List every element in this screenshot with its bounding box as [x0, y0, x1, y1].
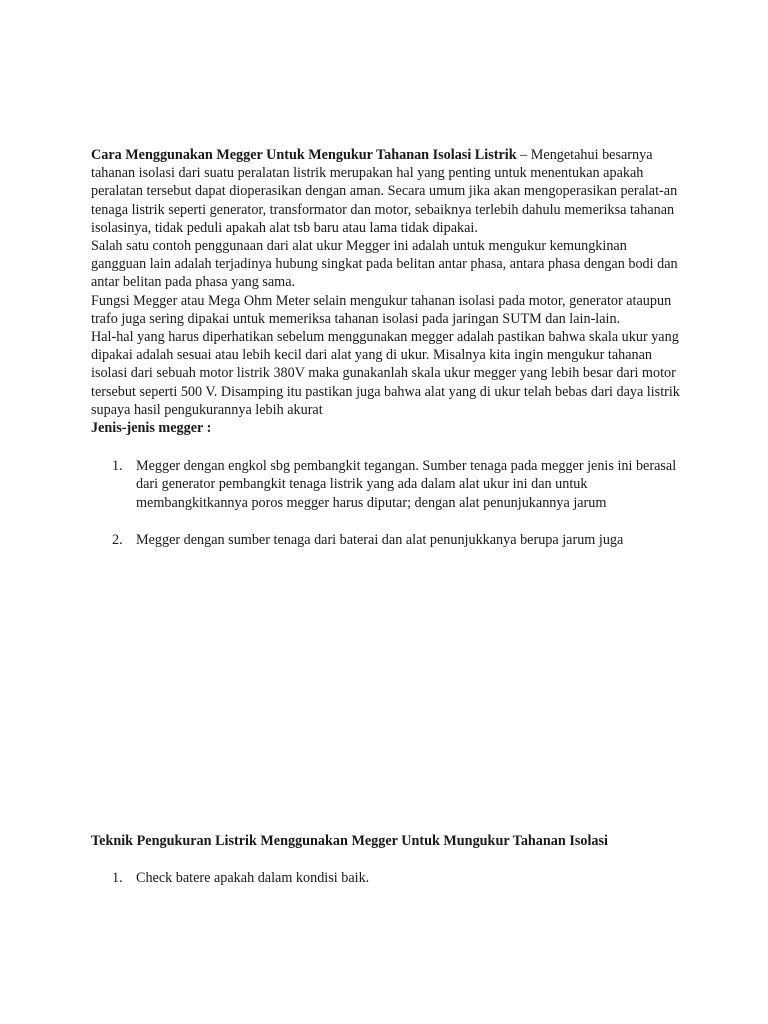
list-number: 1.: [112, 870, 123, 887]
list-item: [91, 869, 681, 887]
list-item: [91, 531, 681, 549]
list-item-text: Megger dengan sumber tenaga dari baterai dan alat penunjukkanya berupa jarum juga: [136, 531, 624, 548]
technique-section: [91, 832, 681, 906]
paragraph-precautions: Hal-hal yang harus diperhatikan sebelum menggunakan megger adalah pastikan bahwa skala ukur yang dipakai adalah sesuai atau lebih kecil dari alat yang di ukur. Misalnya kita ingin mengukur tahanan isolasi dari sebuah motor listrik 380V maka gunakanlah skala ukur megger yang lebih besar dari motor tersebut seperti 500 V. Disamping itu pastikan juga bahwa alat yang di ukur telah bebas dari daya listrik supaya hasil pengukurannya lebih akurat: [91, 329, 680, 418]
types-heading: Jenis-jenis megger :: [91, 420, 212, 437]
list-item-text: Check batere apakah dalam kondisi baik.: [136, 870, 370, 887]
list-number: 2.: [112, 531, 123, 548]
technique-heading: Teknik Pengukuran Listrik Menggunakan Megger Untuk Mungukur Tahanan Isolasi: [91, 833, 608, 849]
document-body: [91, 146, 681, 568]
types-list: [91, 457, 681, 549]
paragraph-function: Fungsi Megger atau Mega Ohm Meter selain mengukur tahanan isolasi pada motor, generator ataupun trafo juga sering dipakai untuk memeriksa tahanan isolasi pada jaringan SUTM dan lain-lain.: [91, 292, 672, 327]
list-number: 1.: [112, 458, 123, 475]
title-dash: –: [516, 147, 531, 163]
list-item-text: Megger dengan engkol sbg pembangkit tegangan. Sumber tenaga pada megger jenis ini berasal dari generator pembangkit tenaga listrik yang ada dalam alat ukur ini dan untuk membangkitkannya poros megger harus diputar; dengan alat penunjukannya jarum: [136, 458, 677, 511]
technique-list: [91, 869, 681, 887]
intro-text: Mengetahui besarnya tahanan isolasi dari suatu peralatan listrik merupakan hal yang penting untuk menentukan apakah peralatan tersebut dapat dioperasikan dengan aman. Secara umum jika akan mengoperasikan peralat-an tenaga listrik seperti generator, transformator dan motor, sebaiknya terlebih dahulu memeriksa tahanan isolasinya, tidak peduli apakah alat tsb baru atau lama tidak dipakai.: [91, 147, 678, 236]
intro-paragraph: [91, 146, 681, 237]
article-title: Cara Menggunakan Megger Untuk Mengukur Tahanan Isolasi Listrik: [91, 147, 517, 163]
list-item: [91, 457, 681, 512]
paragraph-example: Salah satu contoh penggunaan dari alat ukur Megger ini adalah untuk mengukur kemungkinan gangguan lain adalah terjadinya hubung singkat pada belitan antar phasa, antara phasa dengan bodi dan antar belitan pada phasa yang sama.: [91, 238, 678, 291]
